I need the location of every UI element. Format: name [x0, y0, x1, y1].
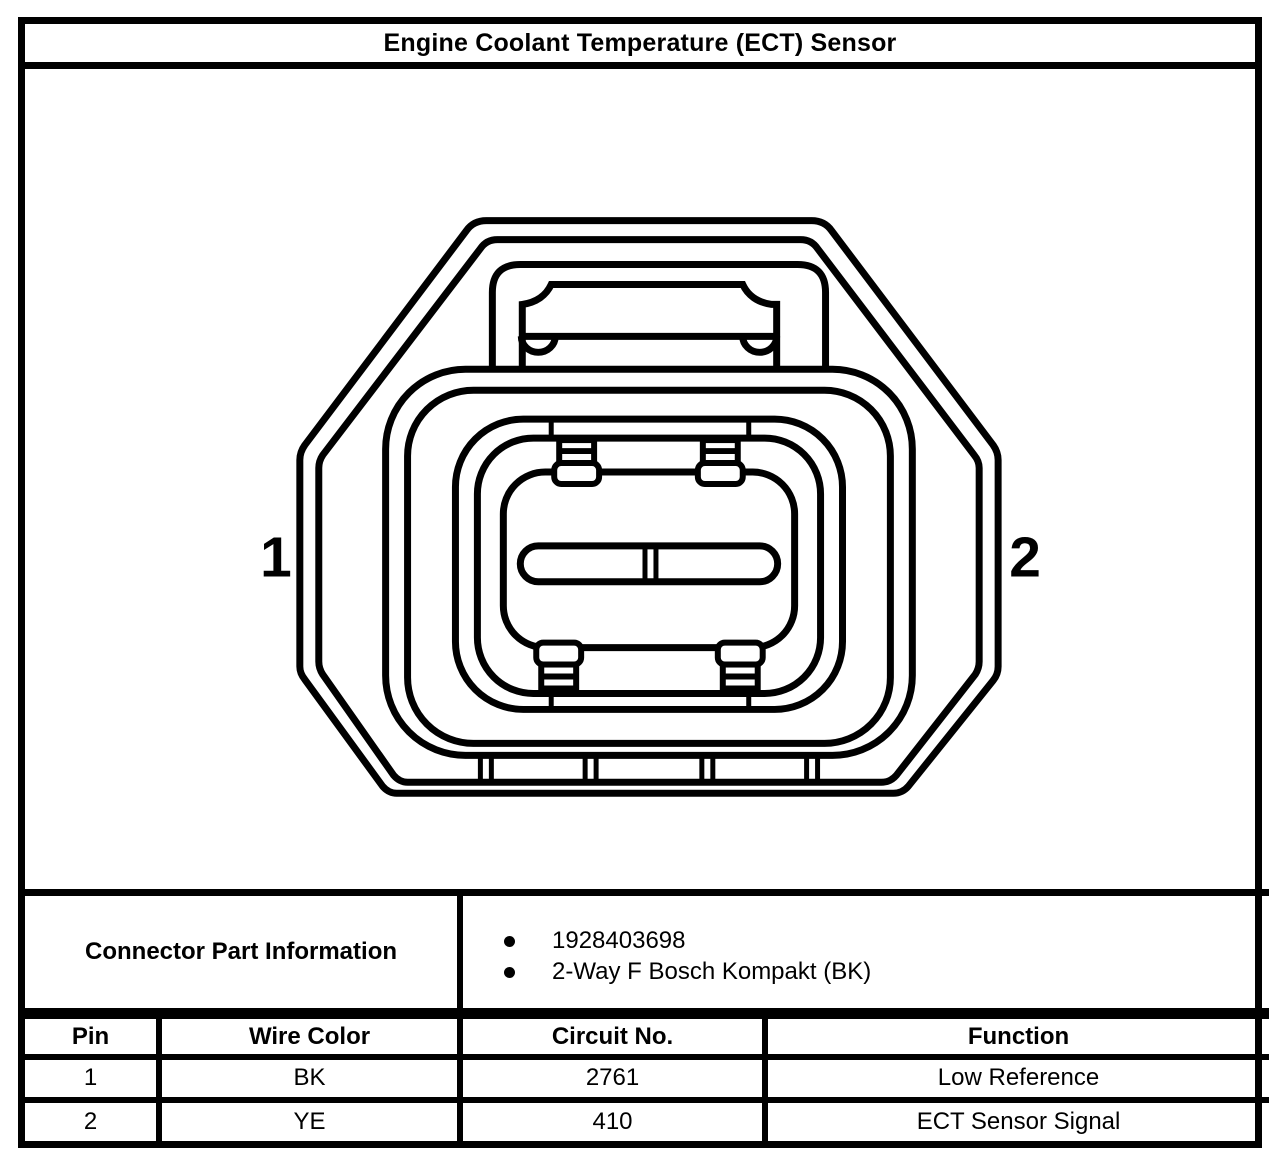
pin-2-label: 2 — [1009, 526, 1041, 590]
function-cell: ECT Sensor Signal — [765, 1100, 1269, 1141]
header-circuit-no: Circuit No. — [460, 1014, 765, 1057]
terminal-slot — [520, 546, 777, 582]
connector-diagram-area — [25, 69, 1255, 889]
connector-face-diagram — [25, 69, 1255, 889]
bullet-icon — [504, 967, 515, 978]
page-title: Engine Coolant Temperature (ECT) Sensor — [383, 28, 897, 57]
terminal-cavity — [503, 472, 794, 648]
table-row — [25, 1057, 1269, 1100]
header-function: Function — [765, 1014, 1269, 1057]
polarization-keys-top — [554, 440, 743, 484]
page-frame — [18, 17, 1262, 1148]
connector-type-item — [504, 957, 1269, 988]
pin-cell: 2 — [25, 1100, 159, 1141]
bottom-rib-marks — [480, 758, 817, 782]
pin-1-label: 1 — [260, 526, 292, 590]
wire-color-cell: BK — [159, 1057, 460, 1100]
title-bar — [25, 24, 1255, 69]
latch-tab — [492, 265, 825, 370]
part-number-item — [504, 926, 1269, 957]
connector-body-outline — [386, 369, 913, 755]
header-pin: Pin — [25, 1014, 159, 1057]
bullet-icon — [504, 936, 515, 947]
pin-cell: 1 — [25, 1057, 159, 1100]
table-row — [25, 1100, 1269, 1141]
header-wire-color: Wire Color — [159, 1014, 460, 1057]
function-cell: Low Reference — [765, 1057, 1269, 1100]
pin-table-header-row — [25, 1014, 1269, 1057]
connector-part-info-row — [25, 893, 1269, 1014]
circuit-no-cell: 410 — [460, 1100, 765, 1141]
part-number: 1928403698 — [552, 927, 686, 955]
wire-color-cell: YE — [159, 1100, 460, 1141]
connector-type: 2-Way F Bosch Kompakt (BK) — [552, 958, 872, 986]
connector-part-info-label: Connector Part Information — [25, 893, 460, 1014]
connector-part-info-values — [460, 893, 1269, 1014]
seal-ring-outline — [455, 419, 842, 709]
circuit-no-cell: 2761 — [460, 1057, 765, 1100]
connector-info-table — [25, 889, 1269, 1141]
